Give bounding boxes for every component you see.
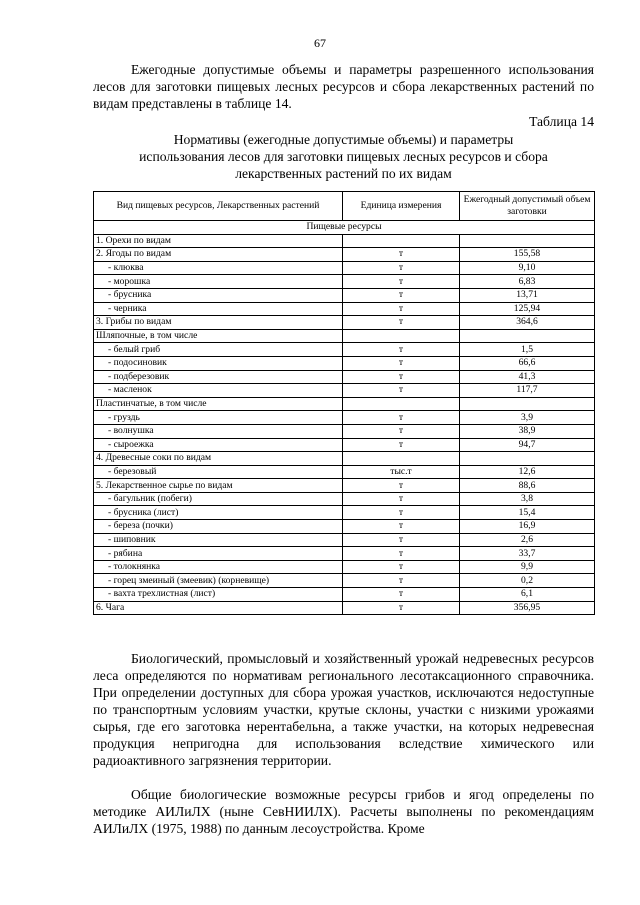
table-row [94,506,595,520]
resource-name-cell: - волнушка [94,424,343,438]
resource-name-cell: - толокнянка [94,560,343,574]
resource-name-cell: 3. Грибы по видам [94,316,343,330]
unit-cell: т [343,438,460,452]
volume-cell: 6,1 [460,588,595,602]
table-section-row [94,221,595,235]
unit-cell: т [343,275,460,289]
volume-cell [460,452,595,466]
volume-cell [460,329,595,343]
intro-paragraph: Ежегодные допустимые объемы и параметры разрешенного использования лесов для заготовки пищевых лесных ресурсов и сбора лекарственных растений по видам представлены в таблице 14. [93,62,594,111]
unit-cell [343,452,460,466]
volume-cell: 1,5 [460,343,595,357]
resource-name-cell: - березовый [94,465,343,479]
unit-cell: т [343,356,460,370]
table-row [94,492,595,506]
volume-cell: 3,9 [460,411,595,425]
table-title-line: Нормативы (ежегодные допустимые объемы) и параметры [173,132,514,147]
unit-cell: т [343,343,460,357]
volume-cell: 356,95 [460,601,595,615]
volume-cell: 125,94 [460,302,595,316]
header-resource-type: Вид пищевых ресурсов, Лекарственных растений [94,192,343,221]
resource-name-cell: - подберезовик [94,370,343,384]
unit-cell: т [343,424,460,438]
resource-name-cell: 1. Орехи по видам [94,234,343,248]
header-unit: Единица измерения [343,192,460,221]
table-row [94,261,595,275]
resource-name-cell: - клюква [94,261,343,275]
table-row [94,248,595,262]
table-row [94,533,595,547]
table-row [94,547,595,561]
unit-cell: т [343,479,460,493]
volume-cell: 16,9 [460,520,595,534]
table-row [94,316,595,330]
resource-name-cell: - береза (почки) [94,520,343,534]
volume-cell [460,397,595,411]
table-row [94,275,595,289]
table-title-line: лекарственных растений по их видам [235,166,452,181]
table-header-row [94,192,595,221]
volume-cell: 15,4 [460,506,595,520]
table-row [94,356,595,370]
volume-cell: 66,6 [460,356,595,370]
table-row [94,520,595,534]
table-row [94,384,595,398]
resource-name-cell: 6. Чага [94,601,343,615]
body-paragraph: Биологический, промысловый и хозяйственный урожай недревесных ресурсов леса определяются по нормативам регионального лесотаксационного справочника. При определении доступных для сбора урожая участков, исключаются недоступные по транспортным условиям участки, крутые склоны, участки с низкими урожаями сырья, где его заготовка нерентабельна, а также участки, на которых недревесная продукция непригодна для использования вследствие химического или радиоактивного загрязнения территории. [93,651,594,768]
table-row [94,601,595,615]
resource-name-cell: 5. Лекарственное сырье по видам [94,479,343,493]
unit-cell [343,397,460,411]
table-row [94,574,595,588]
unit-cell: т [343,533,460,547]
resource-name-cell: 4. Древесные соки по видам [94,452,343,466]
unit-cell [343,234,460,248]
unit-cell: т [343,492,460,506]
table-row [94,438,595,452]
unit-cell: т [343,588,460,602]
volume-cell: 9,9 [460,560,595,574]
resource-name-cell: - черника [94,302,343,316]
volume-cell: 94,7 [460,438,595,452]
unit-cell: т [343,560,460,574]
table-row [94,452,595,466]
table-label: Таблица 14 [529,114,594,129]
volume-cell: 88,6 [460,479,595,493]
table-row [94,288,595,302]
volume-cell: 155,58 [460,248,595,262]
unit-cell: т [343,261,460,275]
table-row [94,560,595,574]
volume-cell: 2,6 [460,533,595,547]
unit-cell: т [343,601,460,615]
resource-name-cell: - вахта трехлистная (лист) [94,588,343,602]
table-title-line: использования лесов для заготовки пищевых лесных ресурсов и сбора [139,149,548,164]
resource-name-cell: - рябина [94,547,343,561]
unit-cell: т [343,411,460,425]
table-row [94,397,595,411]
volume-cell: 364,6 [460,316,595,330]
resource-name-cell: - брусника [94,288,343,302]
table-row [94,588,595,602]
volume-cell [460,234,595,248]
resource-name-cell: - масленок [94,384,343,398]
volume-cell: 41,3 [460,370,595,384]
resource-name-cell: - груздь [94,411,343,425]
resource-name-cell: - морошка [94,275,343,289]
unit-cell: т [343,520,460,534]
unit-cell: т [343,248,460,262]
resource-name-cell: - белый гриб [94,343,343,357]
resource-name-cell: 2. Ягоды по видам [94,248,343,262]
unit-cell: т [343,370,460,384]
header-annual-volume: Ежегодный допустимый объем заготовки [460,192,595,221]
resources-table [93,191,595,615]
unit-cell: т [343,506,460,520]
table-title [93,131,594,182]
volume-cell: 12,6 [460,465,595,479]
table-row [94,343,595,357]
table-row [94,234,595,248]
unit-cell: т [343,316,460,330]
volume-cell: 117,7 [460,384,595,398]
resource-name-cell: - шиповник [94,533,343,547]
table-row [94,424,595,438]
table-row [94,329,595,343]
unit-cell: т [343,288,460,302]
resource-name-cell: - брусника (лист) [94,506,343,520]
resource-name-cell: - багульник (побеги) [94,492,343,506]
table-row [94,302,595,316]
unit-cell: тыс.т [343,465,460,479]
volume-cell: 13,71 [460,288,595,302]
table-row [94,479,595,493]
resource-name-cell: - горец змеиный (змеевик) (корневище) [94,574,343,588]
resource-name-cell: Шляпочные, в том числе [94,329,343,343]
volume-cell: 6,83 [460,275,595,289]
body-paragraph: Общие биологические возможные ресурсы грибов и ягод определены по методике АИЛиЛХ (ныне СевНИИЛХ). Расчеты выполнены по рекомендациям АИЛиЛХ (1975, 1988) по данным лесоустройства. Кроме [93,787,594,836]
unit-cell: т [343,302,460,316]
volume-cell: 9,10 [460,261,595,275]
unit-cell: т [343,547,460,561]
resource-name-cell: - подосиновик [94,356,343,370]
table-row [94,465,595,479]
volume-cell: 33,7 [460,547,595,561]
resource-name-cell: Пластинчатые, в том числе [94,397,343,411]
table-row [94,370,595,384]
unit-cell [343,329,460,343]
volume-cell: 0,2 [460,574,595,588]
volume-cell: 38,9 [460,424,595,438]
section-label: Пищевые ресурсы [94,221,595,235]
page-number: 67 [314,36,326,50]
table-row [94,411,595,425]
volume-cell: 3,8 [460,492,595,506]
unit-cell: т [343,384,460,398]
resource-name-cell: - сыроежка [94,438,343,452]
unit-cell: т [343,574,460,588]
